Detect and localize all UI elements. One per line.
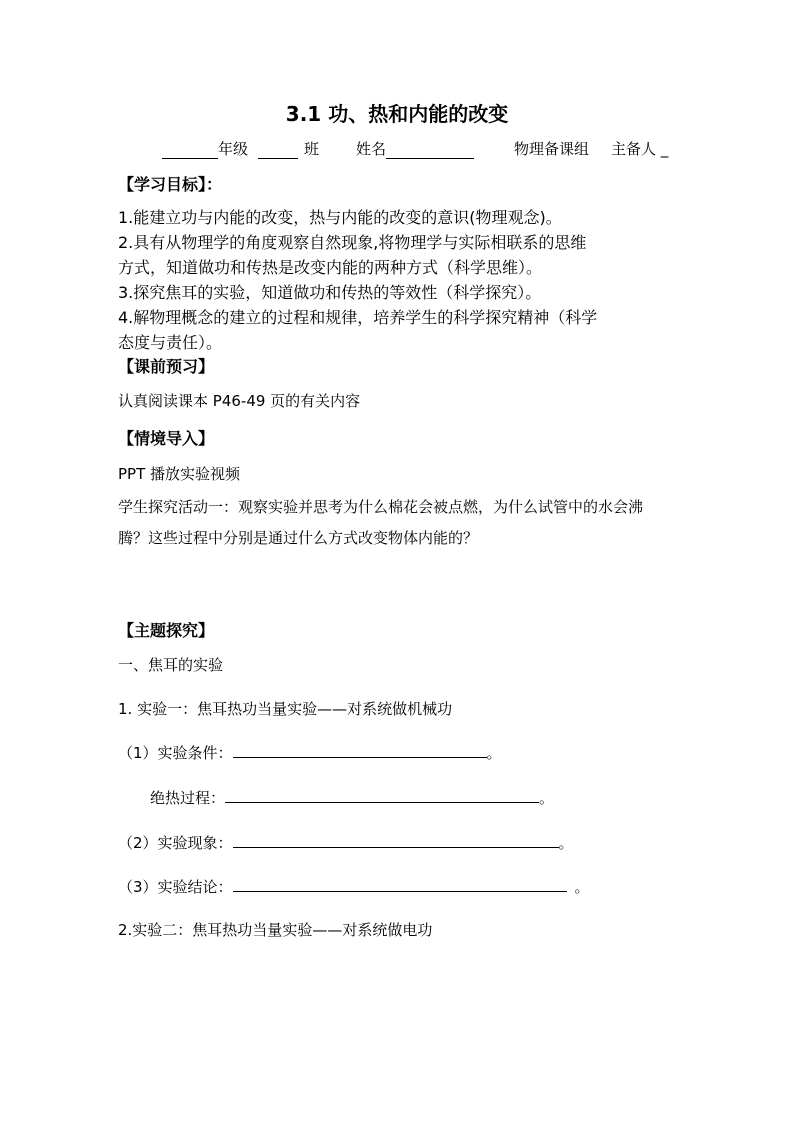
goal-line-1: 1.能建立功与内能的改变，热与内能的改变的意识(物理观念)。 <box>118 208 562 227</box>
conclusion-period: 。 <box>574 878 590 896</box>
grade-label: 年级 <box>218 140 249 158</box>
conclusion-label: （3）实验结论： <box>118 878 233 896</box>
exp1-heading: 1. 实验一：焦耳热功当量实验——对系统做机械功 <box>118 700 453 718</box>
condition-blank[interactable] <box>233 743 487 758</box>
grade-field[interactable] <box>162 138 248 159</box>
condition-row <box>118 742 502 763</box>
goal-line-2: 2.具有从物理学的角度观察自然现象,将物理学与实际相联系的思维 <box>118 233 587 252</box>
phenomenon-blank[interactable] <box>233 833 559 848</box>
intro-line-2: 学生探究活动一：观察实验并思考为什么棉花会被点燃，为什么试管中的水会沸 <box>118 498 644 516</box>
conclusion-row <box>118 876 590 897</box>
exp2-heading: 2.实验二：焦耳热功当量实验——对系统做电功 <box>118 921 433 939</box>
goal-line-5: 4.解物理概念的建立的过程和规律，培养学生的科学探究精神（科学 <box>118 308 598 327</box>
name-blank[interactable] <box>386 142 474 159</box>
phenomenon-period: 。 <box>558 834 574 852</box>
adiabatic-row <box>150 787 554 808</box>
preparer-label: 主备人 _ <box>611 140 669 158</box>
part1-heading: 一、焦耳的实验 <box>118 656 224 674</box>
section-goals: 【学习目标】： <box>118 175 223 194</box>
phenomenon-label: （2）实验现象： <box>118 834 233 852</box>
intro-line-3: 腾？这些过程中分别是通过什么方式改变物体内能的？ <box>118 529 479 547</box>
goal-line-3: 方式，知道做功和传热是改变内能的两种方式（科学思维）。 <box>118 258 543 277</box>
adiabatic-blank[interactable] <box>225 788 539 803</box>
page-title: 3.1 功、热和内能的改变 <box>285 102 509 126</box>
phenomenon-row <box>118 832 574 853</box>
goal-line-4: 3.探究焦耳的实验，知道做功和传热的等效性（科学探究）。 <box>118 283 542 302</box>
class-field[interactable] <box>258 138 319 159</box>
condition-period: 。 <box>486 744 502 762</box>
preview-text: 认真阅读课本 P46-49 页的有关内容 <box>118 392 361 410</box>
section-explore: 【主题探究】 <box>118 621 215 640</box>
grade-blank[interactable] <box>162 142 218 159</box>
intro-line-1: PPT 播放实验视频 <box>118 465 241 483</box>
conclusion-blank[interactable] <box>233 877 567 892</box>
section-preview: 【课前预习】 <box>118 357 215 376</box>
condition-label: （1）实验条件： <box>118 744 233 762</box>
class-label: 班 <box>304 140 320 158</box>
group-label: 物理备课组 <box>514 140 590 158</box>
name-label: 姓名 <box>356 140 387 158</box>
adiabatic-period: 。 <box>539 789 555 807</box>
goal-line-6: 态度与责任）。 <box>118 333 223 352</box>
name-field[interactable] <box>356 138 474 159</box>
section-intro: 【情境导入】 <box>118 429 215 448</box>
adiabatic-label: 绝热过程： <box>150 789 226 807</box>
class-blank[interactable] <box>258 142 298 159</box>
